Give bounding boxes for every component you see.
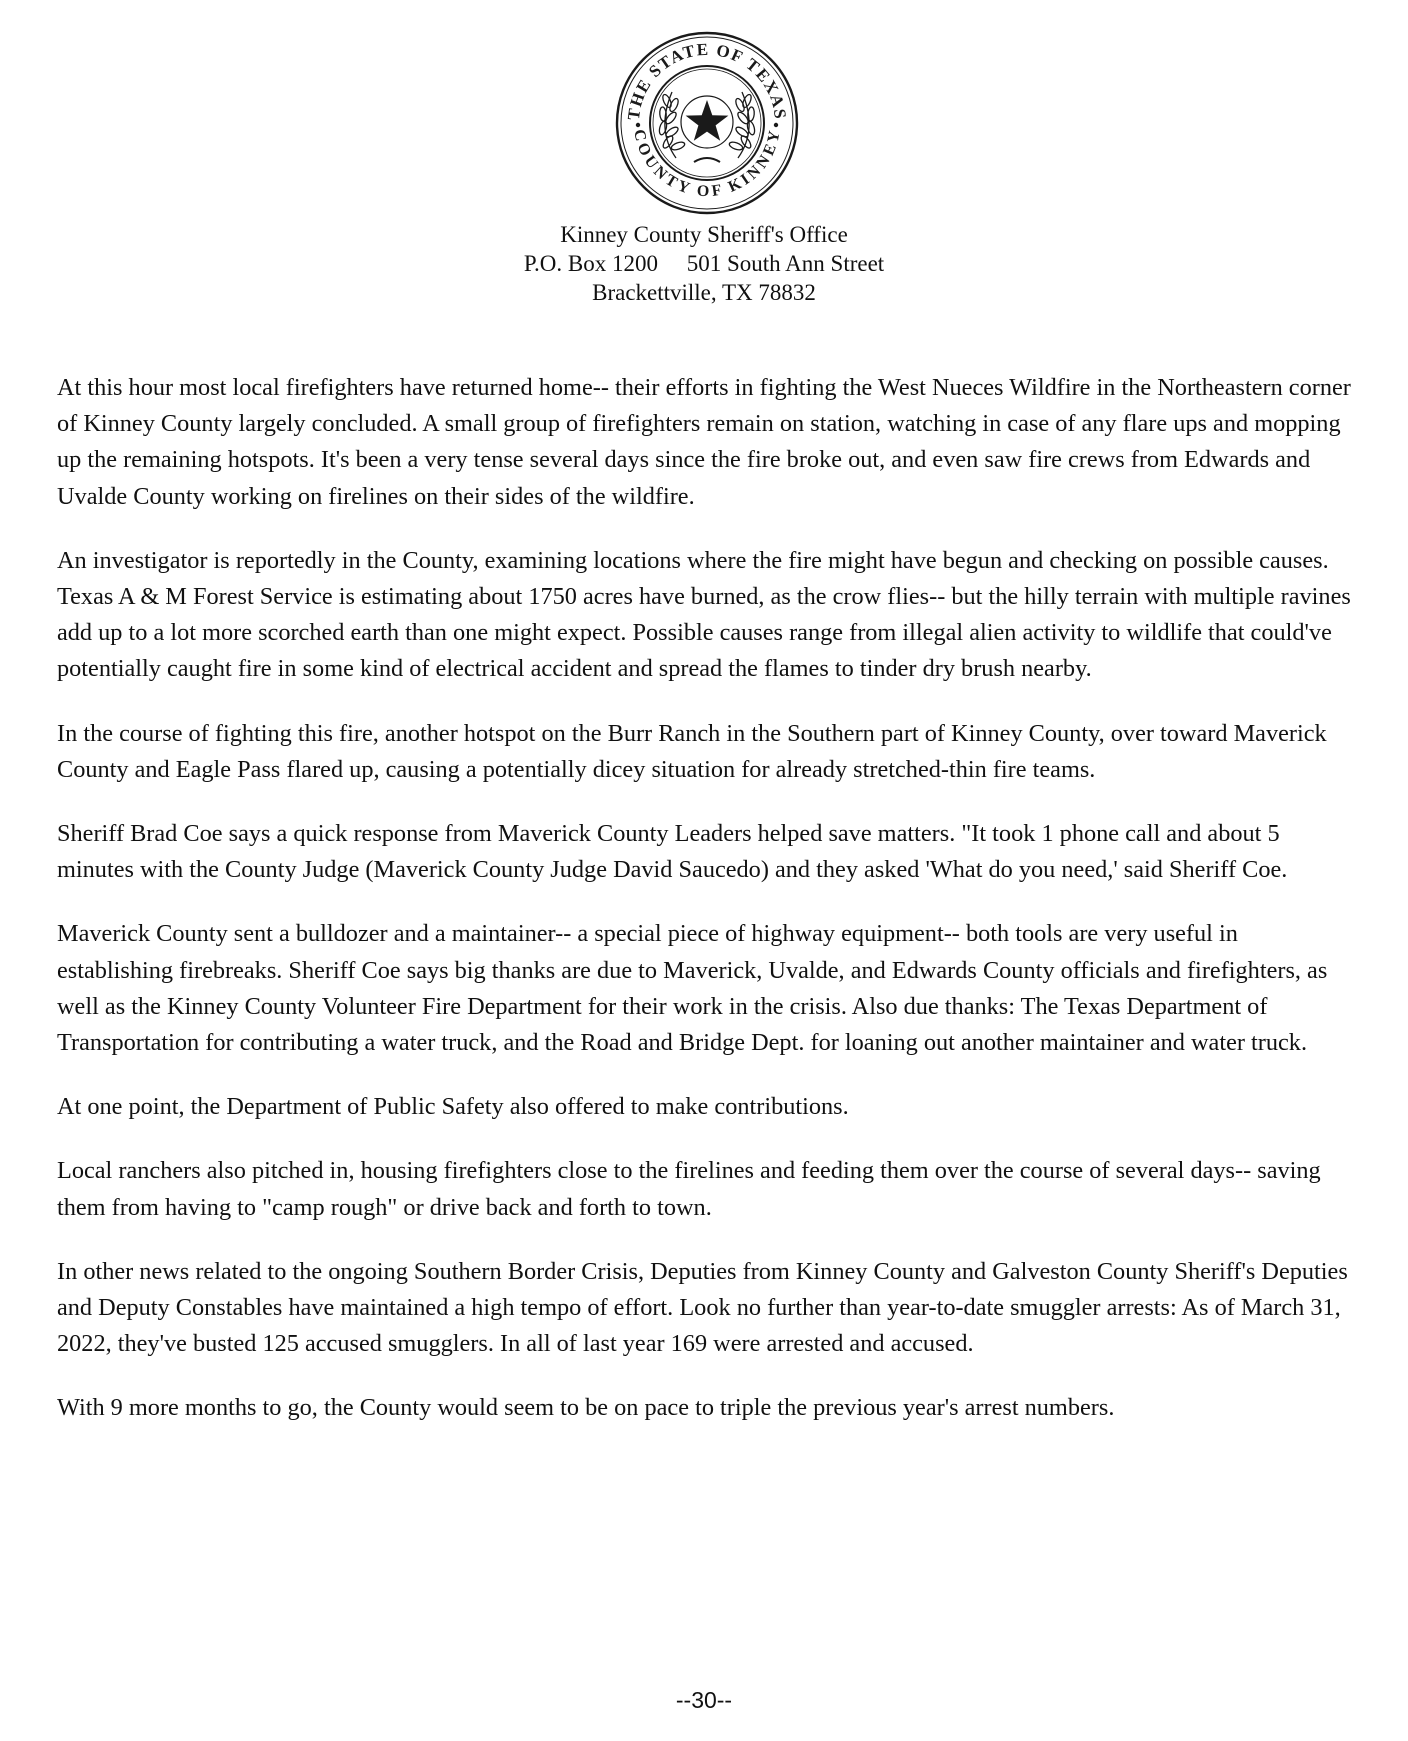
seal-graphic bbox=[614, 30, 800, 216]
mailing-address: P.O. Box 1200 501 South Ann Street bbox=[523, 251, 885, 276]
paragraph-border-arrests: In other news related to the ongoing Southern Border Crisis, Deputies from Kinney County and Galveston County Sheriff's Deputies and Deputy Constables have maintained a high tempo of effort. Look no further than year-to-date smuggler arrests: As of March 31, 2022, they've busted 125 accused smugglers. In all of last year 169 were arrested and accused. bbox=[57, 1257, 1348, 1358]
seal-top-text: THE STATE OF TEXAS bbox=[623, 39, 791, 122]
county-seal bbox=[614, 30, 800, 216]
paragraph-arrest-pace: With 9 more months to go, the County would seem to be on pace to triple the previous year's arrest numbers. bbox=[57, 1394, 1115, 1422]
city-state-zip: Brackettville, TX 78832 bbox=[592, 280, 816, 305]
paragraph-wildfire-status: At this hour most local firefighters have returned home-- their efforts in fighting the West Nueces Wildfire in the Northeastern corner of Kinney County largely concluded. A small group of firefighters remain on station, watching in case of any flare ups and mopping up the remaining hotspots. It's been a very tense several days since the fire broke out, and even saw fire crews from Edwards and Uvalde County working on firelines on their sides of the wildfire. bbox=[57, 374, 1351, 510]
letterhead bbox=[0, 220, 1408, 307]
press-release-body bbox=[57, 370, 1357, 1455]
seal-bottom-text: COUNTY OF KINNEY bbox=[629, 128, 785, 201]
paragraph-investigation: An investigator is reportedly in the County, examining locations where the fire might have begun and checking on possible causes. Texas A & M Forest Service is estimating about 1750 acres have burned, as the crow flies-- but the hilly terrain with multiple ravines add up to a lot more scorched earth than one might expect. Possible causes range from illegal alien activity to wildlife that could've potentially caught fire in some kind of electrical accident and spread the flames to tinder dry brush nearby. bbox=[57, 546, 1351, 683]
star-icon bbox=[681, 96, 733, 148]
office-name: Kinney County Sheriff's Office bbox=[560, 222, 848, 247]
paragraph-dps-offer: At one point, the Department of Public Safety also offered to make contributions. bbox=[57, 1093, 849, 1121]
paragraph-sheriff-quote: Sheriff Brad Coe says a quick response from Maverick County Leaders helped save matters. "It took 1 phone call and about 5 minutes with the County Judge (Maverick County Judge David Saucedo) and they asked 'What do you need,' said Sheriff Coe. bbox=[57, 820, 1288, 884]
paragraph-equipment-thanks: Maverick County sent a bulldozer and a maintainer-- a special piece of highway equipment-- both tools are very useful in establishing firebreaks. Sheriff Coe says big thanks are due to Maverick, Uvalde, and Edwards County officials and firefighters, as well as the Kinney County Volunteer Fire Department for their work in the crisis. Also due thanks: The Texas Department of Transportation for contributing a water truck, and the Road and Bridge Dept. for loaning out another maintainer and water truck. bbox=[57, 920, 1328, 1057]
page-number: --30-- bbox=[675, 1687, 733, 1713]
paragraph-burr-ranch-hotspot: In the course of fighting this fire, another hotspot on the Burr Ranch in the Southern part of Kinney County, over toward Maverick County and Eagle Pass flared up, causing a potentially dicey situation for already stretched-thin fire teams. bbox=[57, 719, 1327, 783]
paragraph-ranchers: Local ranchers also pitched in, housing firefighters close to the firelines and feeding them over the course of several days-- saving them from having to "camp rough" or drive back and forth to town. bbox=[57, 1157, 1321, 1221]
